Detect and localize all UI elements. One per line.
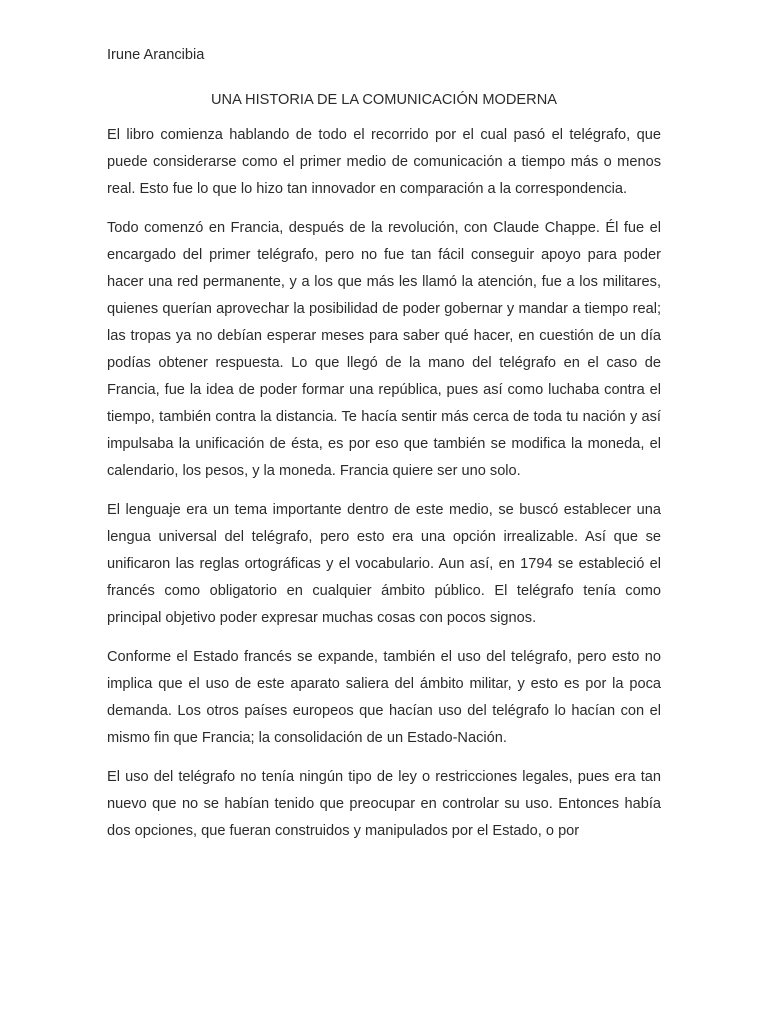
document-title: UNA HISTORIA DE LA COMUNICACIÓN MODERNA xyxy=(211,92,557,108)
author-name: Irune Arancibia xyxy=(107,47,205,63)
paragraph-2: Todo comenzó en Francia, después de la revolución, con Claude Chappe. Él fue el encargado del primer telégrafo, pero no fue tan fácil conseguir apoyo para poder hacer una red permanente, y a los que más les llamó la atención, fue a los militares, quienes querían aprovechar la posibilidad de poder gobernar y mandar a tiempo real; las tropas ya no debían esperar meses para saber qué hacer, en cuestión de un día podías obtener respuesta. Lo que llegó de la mano del telégrafo en el caso de Francia, fue la idea de poder formar una república, pues así como luchaba contra el tiempo, también contra la distancia. Te hacía sentir más cerca de toda tu nación y así impulsaba la unificación de ésta, es por eso que también se modifica la moneda, el calendario, los pesos, y la moneda. Francia quiere ser uno solo. xyxy=(107,220,661,479)
paragraph-3: El lenguaje era un tema importante dentro de este medio, se buscó establecer una lengua universal del telégrafo, pero esto era una opción irrealizable. Así que se unificaron las reglas ortográficas y el vocabulario. Aun así, en 1794 se estableció el francés como obligatorio en cualquier ámbito público. El telégrafo tenía como principal objetivo poder expresar muchas cosas con pocos signos. xyxy=(107,502,661,626)
paragraph-4: Conforme el Estado francés se expande, también el uso del telégrafo, pero esto no implica que el uso de este aparato saliera del ámbito militar, y esto es por la poca demanda. Los otros países europeos que hacían uso del telégrafo lo hacían con el mismo fin que Francia; la consolidación de un Estado-Nación. xyxy=(107,649,661,746)
paragraph-5: El uso del telégrafo no tenía ningún tipo de ley o restricciones legales, pues era tan nuevo que no se habían tenido que preocupar en controlar su uso. Entonces había dos opciones, que fueran construidos y manipulados por el Estado, o por xyxy=(107,769,661,839)
paragraph-1: El libro comienza hablando de todo el recorrido por el cual pasó el telégrafo, que puede considerarse como el primer medio de comunicación a tiempo más o menos real. Esto fue lo que lo hizo tan innovador en comparación a la correspondencia. xyxy=(107,127,661,197)
document-body xyxy=(107,122,661,857)
